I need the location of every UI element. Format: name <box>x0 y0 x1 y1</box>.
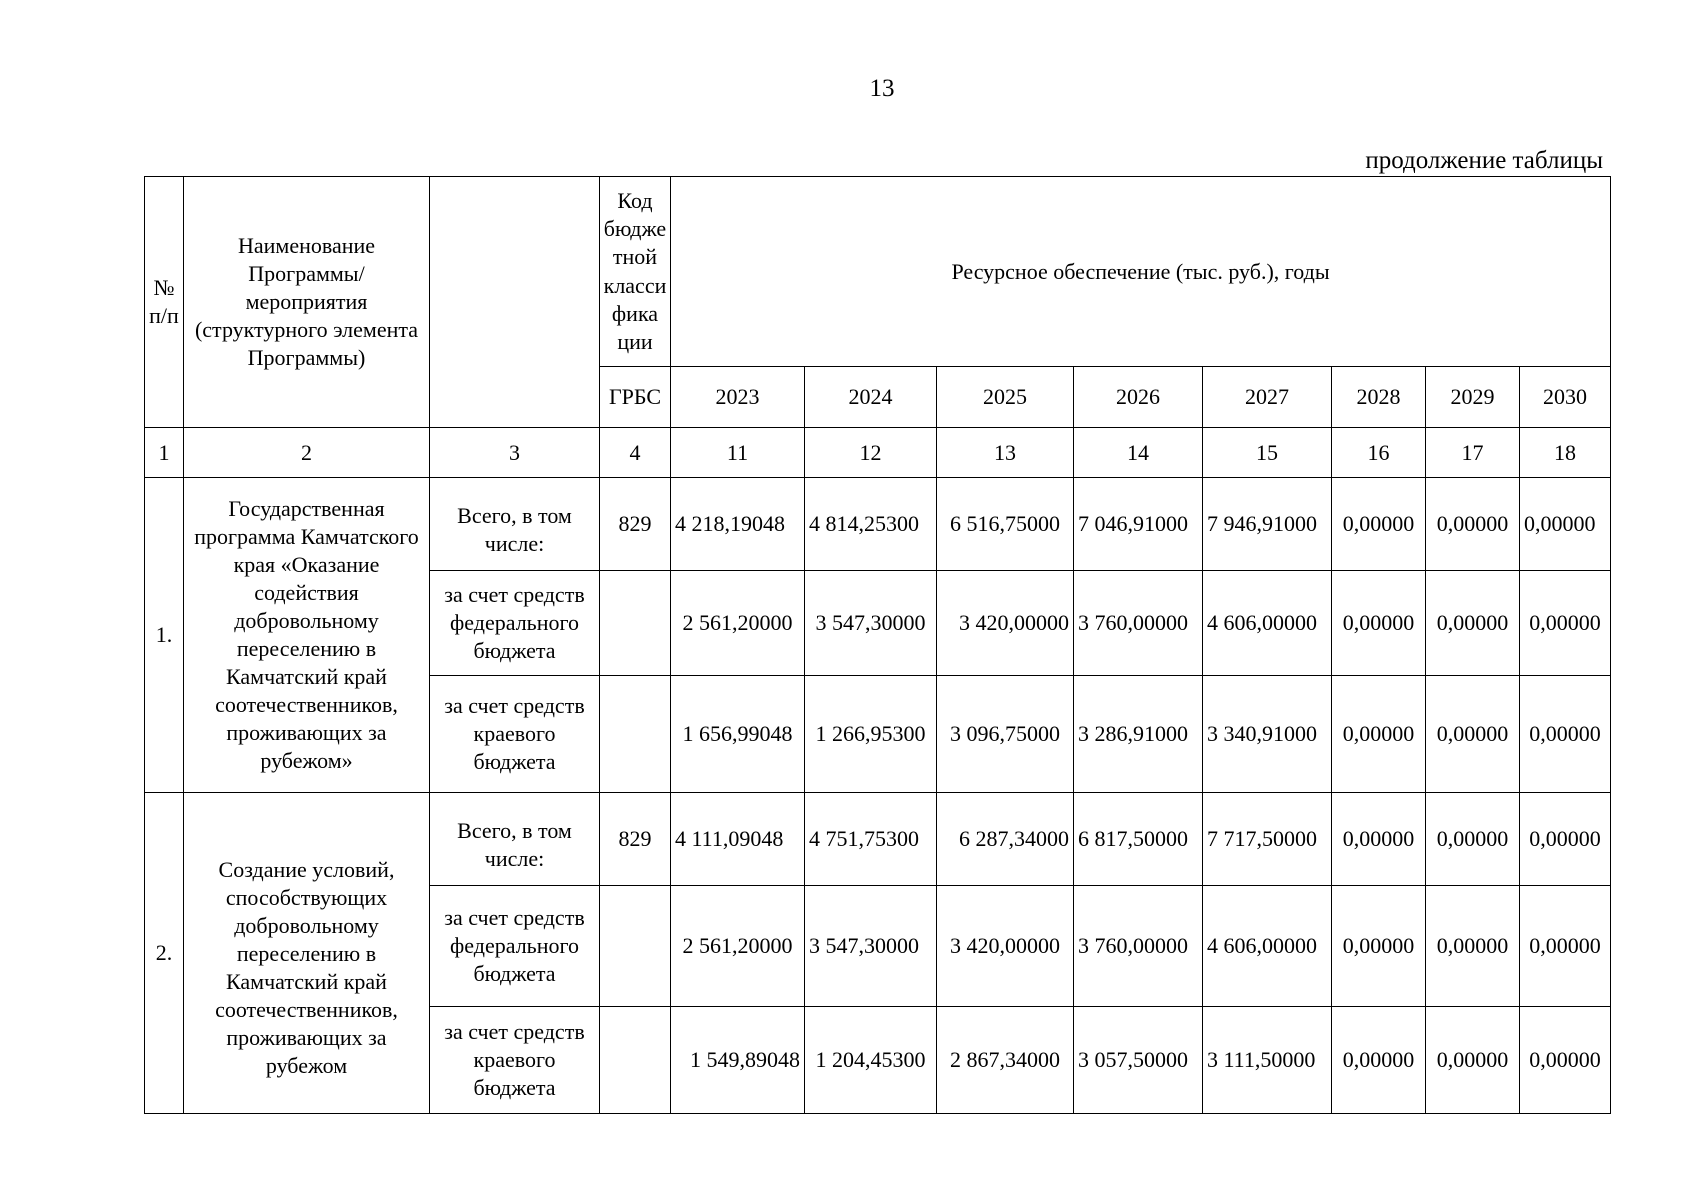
header-year: 2028 <box>1332 367 1426 428</box>
table-row <box>145 793 1611 886</box>
header-year: 2027 <box>1203 367 1332 428</box>
value-cell: 3 340,91000 <box>1203 676 1332 793</box>
column-number: 14 <box>1074 428 1203 478</box>
value-cell: 0,00000 <box>1332 793 1426 886</box>
value-cell: 4 606,00000 <box>1203 886 1332 1007</box>
page-number: 13 <box>869 75 895 102</box>
row-number: 2. <box>145 793 184 1114</box>
column-number: 4 <box>600 428 671 478</box>
value-cell: 3 547,30000 <box>805 886 937 1007</box>
value-cell: 3 420,00000 <box>937 571 1074 676</box>
column-number: 18 <box>1520 428 1611 478</box>
column-number: 12 <box>805 428 937 478</box>
column-number: 15 <box>1203 428 1332 478</box>
grbs-code <box>600 886 671 1007</box>
header-year: 2029 <box>1426 367 1520 428</box>
header-num: № п/п <box>145 177 184 428</box>
value-cell: 7 046,91000 <box>1074 478 1203 571</box>
value-cell: 0,00000 <box>1426 1007 1520 1114</box>
table-continuation-label: продолжение таблицы <box>1365 147 1603 174</box>
funding-source: Всего, в том числе: <box>430 793 600 886</box>
value-cell: 3 286,91000 <box>1074 676 1203 793</box>
value-cell: 3 420,00000 <box>937 886 1074 1007</box>
value-cell: 0,00000 <box>1332 1007 1426 1114</box>
value-cell: 4 111,09048 <box>671 793 805 886</box>
value-cell: 3 111,50000 <box>1203 1007 1332 1114</box>
programme-name: Государственная программа Камчатского края «Оказание содействия добровольному переселению в Камчатский край соотечественников, проживающих за рубежом» <box>184 478 430 793</box>
value-cell: 2 561,20000 <box>671 886 805 1007</box>
header-col3 <box>430 177 600 428</box>
funding-source: за счет средств краевого бюджета <box>430 1007 600 1114</box>
funding-source: Всего, в том числе: <box>430 478 600 571</box>
value-cell: 1 549,89048 <box>671 1007 805 1114</box>
value-cell: 4 751,75300 <box>805 793 937 886</box>
value-cell: 0,00000 <box>1520 571 1611 676</box>
programme-name: Создание условий, способствующих добровольному переселению в Камчатский край соотечественников, проживающих за рубежом <box>184 793 430 1114</box>
value-cell: 3 096,75000 <box>937 676 1074 793</box>
value-cell: 1 204,45300 <box>805 1007 937 1114</box>
value-cell: 0,00000 <box>1426 676 1520 793</box>
value-cell: 0,00000 <box>1520 478 1611 571</box>
funding-source: за счет средств федерального бюджета <box>430 571 600 676</box>
column-number: 2 <box>184 428 430 478</box>
value-cell: 4 814,25300 <box>805 478 937 571</box>
header-year: 2025 <box>937 367 1074 428</box>
value-cell: 0,00000 <box>1332 478 1426 571</box>
column-number: 3 <box>430 428 600 478</box>
value-cell: 1 266,95300 <box>805 676 937 793</box>
resource-table <box>144 176 1611 1114</box>
column-number: 13 <box>937 428 1074 478</box>
row-number: 1. <box>145 478 184 793</box>
column-number: 17 <box>1426 428 1520 478</box>
table-row <box>145 478 1611 571</box>
column-number: 11 <box>671 428 805 478</box>
grbs-code <box>600 676 671 793</box>
funding-source: за счет средств краевого бюджета <box>430 676 600 793</box>
value-cell: 4 218,19048 <box>671 478 805 571</box>
value-cell: 2 561,20000 <box>671 571 805 676</box>
value-cell: 6 516,75000 <box>937 478 1074 571</box>
grbs-code: 829 <box>600 793 671 886</box>
value-cell: 0,00000 <box>1426 571 1520 676</box>
value-cell: 0,00000 <box>1520 886 1611 1007</box>
value-cell: 6 287,34000 <box>937 793 1074 886</box>
grbs-code <box>600 1007 671 1114</box>
funding-source: за счет средств федерального бюджета <box>430 886 600 1007</box>
header-year: 2026 <box>1074 367 1203 428</box>
column-number: 16 <box>1332 428 1426 478</box>
header-grbs: ГРБС <box>600 367 671 428</box>
column-number: 1 <box>145 428 184 478</box>
value-cell: 1 656,99048 <box>671 676 805 793</box>
column-number-row <box>145 428 1611 478</box>
value-cell: 3 760,00000 <box>1074 886 1203 1007</box>
value-cell: 4 606,00000 <box>1203 571 1332 676</box>
value-cell: 3 547,30000 <box>805 571 937 676</box>
value-cell: 7 946,91000 <box>1203 478 1332 571</box>
value-cell: 3 057,50000 <box>1074 1007 1203 1114</box>
value-cell: 0,00000 <box>1426 793 1520 886</box>
header-year: 2024 <box>805 367 937 428</box>
value-cell: 2 867,34000 <box>937 1007 1074 1114</box>
value-cell: 0,00000 <box>1520 1007 1611 1114</box>
value-cell: 0,00000 <box>1426 886 1520 1007</box>
value-cell: 0,00000 <box>1520 793 1611 886</box>
header-row-top <box>145 177 1611 367</box>
value-cell: 7 717,50000 <box>1203 793 1332 886</box>
value-cell: 0,00000 <box>1332 676 1426 793</box>
header-year: 2030 <box>1520 367 1611 428</box>
grbs-code: 829 <box>600 478 671 571</box>
value-cell: 0,00000 <box>1520 676 1611 793</box>
grbs-code <box>600 571 671 676</box>
header-name: Наименование Программы/ мероприятия (структурного элемента Программы) <box>184 177 430 428</box>
value-cell: 6 817,50000 <box>1074 793 1203 886</box>
value-cell: 0,00000 <box>1332 571 1426 676</box>
value-cell: 3 760,00000 <box>1074 571 1203 676</box>
header-resources: Ресурсное обеспечение (тыс. руб.), годы <box>671 177 1611 367</box>
value-cell: 0,00000 <box>1426 478 1520 571</box>
value-cell: 0,00000 <box>1332 886 1426 1007</box>
header-year: 2023 <box>671 367 805 428</box>
header-budget-code: Код бюдже тной класси фика ции <box>600 177 671 367</box>
